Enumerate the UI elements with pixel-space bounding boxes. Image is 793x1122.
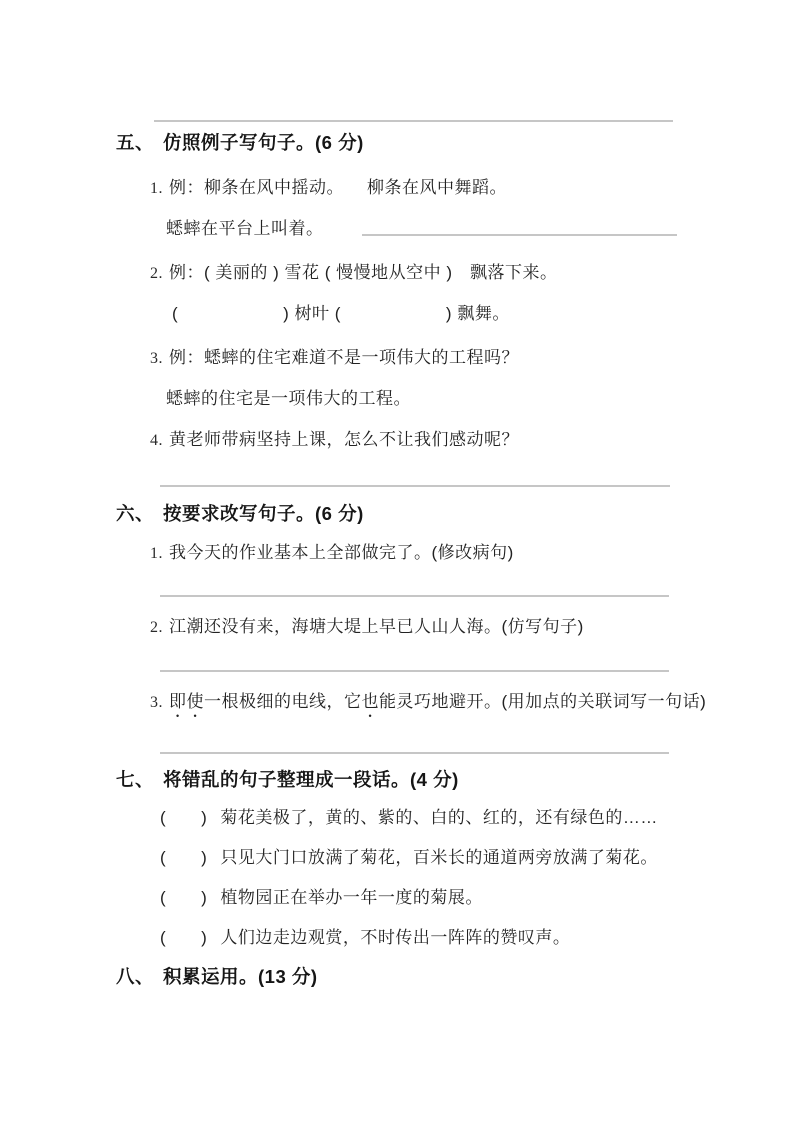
- s6-item-2: [150, 615, 584, 640]
- answer-line-s6-2: [160, 670, 669, 672]
- section-8-title: 积累运用。(13 分): [163, 966, 318, 987]
- item-example: 例：( 美丽的 ) 雪花 ( 慢慢地从空中 ) 飘落下来。: [169, 263, 558, 282]
- s5-item-1: [150, 176, 507, 201]
- s6-item-1: [150, 541, 514, 566]
- section-7-title: 将错乱的句子整理成一段话。(4 分): [163, 769, 459, 790]
- item-number: 1.: [150, 545, 163, 562]
- item-number: 4.: [150, 432, 163, 449]
- s5-item-1-prompt: [166, 217, 324, 241]
- item-text-emphasized: 也: [361, 692, 379, 711]
- item-text: 江潮还没有来，海塘大堤上早已人山人海。(仿写句子): [169, 617, 584, 636]
- s5-item-4: [150, 428, 519, 453]
- section-5-heading: [116, 130, 364, 156]
- item-text: 黄老师带病坚持上课，怎么不让我们感动呢？: [169, 430, 519, 449]
- item-example-answer: 蟋蟀的住宅是一项伟大的工程。: [166, 389, 411, 408]
- item-number: 3.: [150, 694, 163, 711]
- order-paren-blank: ( ): [160, 808, 208, 827]
- answer-line-s5-4: [160, 485, 670, 487]
- item-text: 我今天的作业基本上全部做完了。(修改病句): [169, 543, 514, 562]
- s5-item-3-answer: [166, 387, 411, 411]
- item-example: 例：柳条在风中摇动。: [169, 178, 344, 197]
- order-paren-blank: ( ): [160, 928, 208, 947]
- answer-line-top: [154, 120, 673, 122]
- s7-item-4: [160, 926, 570, 950]
- item-text: 一根极细的电线，它: [204, 692, 362, 711]
- item-number: 1.: [150, 180, 163, 197]
- section-8-heading: [116, 964, 318, 990]
- answer-line-s6-1: [160, 595, 669, 597]
- section-5-number: 五、: [116, 132, 155, 153]
- item-text: 菊花美极了，黄的、紫的、白的、红的，还有绿色的……: [220, 808, 658, 827]
- s7-item-2: [160, 846, 658, 870]
- s5-item-2: [150, 261, 557, 286]
- s5-item-2-prompt: [172, 302, 510, 326]
- section-6-number: 六、: [116, 503, 155, 524]
- item-text: 能灵巧地避开。(用加点的关联词写一句话): [379, 692, 707, 711]
- section-7-number: 七、: [116, 769, 155, 790]
- item-prompt: ( ) 树叶 ( ) 飘舞。: [172, 304, 510, 323]
- item-text-emphasized: 即使: [169, 692, 204, 711]
- s7-item-1: [160, 806, 658, 830]
- item-number: 3.: [150, 350, 163, 367]
- section-6-heading: [116, 501, 364, 527]
- s5-item-3: [150, 346, 519, 371]
- item-example-answer: 柳条在风中舞蹈。: [367, 178, 507, 197]
- s6-item-3: [150, 690, 706, 721]
- item-text: 植物园正在举办一年一度的菊展。: [220, 888, 483, 907]
- item-text: 只见大门口放满了菊花，百米长的通道两旁放满了菊花。: [220, 848, 658, 867]
- section-6-title: 按要求改写句子。(6 分): [163, 503, 364, 524]
- item-number: 2.: [150, 265, 163, 282]
- item-number: 2.: [150, 619, 163, 636]
- item-text: 人们边走边观赏，不时传出一阵阵的赞叹声。: [220, 928, 571, 947]
- answer-line-s6-3: [160, 752, 669, 754]
- order-paren-blank: ( ): [160, 888, 208, 907]
- s7-item-3: [160, 886, 483, 910]
- section-7-heading: [116, 767, 459, 793]
- item-prompt: 蟋蟀在平台上叫着。: [166, 219, 324, 238]
- item-example: 例：蟋蟀的住宅难道不是一项伟大的工程吗？: [169, 348, 519, 367]
- answer-line-s5-1: [362, 234, 677, 236]
- section-5-title: 仿照例子写句子。(6 分): [163, 132, 364, 153]
- section-8-number: 八、: [116, 966, 155, 987]
- order-paren-blank: ( ): [160, 848, 208, 867]
